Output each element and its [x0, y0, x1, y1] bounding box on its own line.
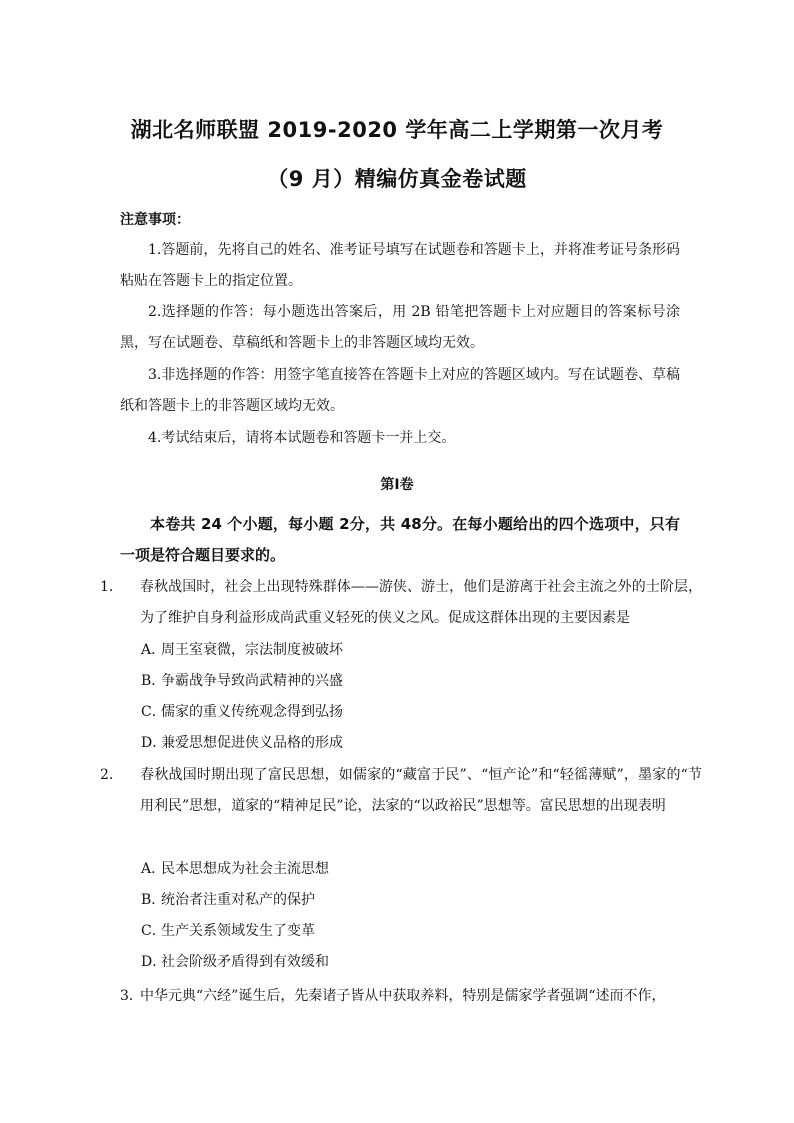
option-letter: C． — [141, 923, 166, 939]
notice-item-2: 2.选择题的作答：每小题选出答案后，用 2B 铅笔把答题卡上对应题目的答案标号涂黑，写在试题卷、草稿纸和答题卡上的非答题区域均无效。 — [120, 304, 680, 351]
notice-item-4: 4.考试结束后，请将本试题卷和答题卡一并上交。 — [148, 430, 456, 446]
question-1-option-b — [141, 671, 343, 691]
option-text: 儒家的重义传统观念得到弘扬 — [161, 704, 343, 720]
document-title: 湖北名师联盟 2019-2020 学年高二上学期第一次月考 — [130, 118, 664, 142]
question-text: 春秋战国时期出现了富民思想，如儒家的“藏富于民”、“恒产论”和“轻徭薄赋”，墨家的“节用利民”思想，道家的“精神足民”论，法家的“以政裕民”思想等。富民思想的出现表明 — [140, 767, 702, 814]
question-2 — [100, 760, 702, 822]
option-letter: A． — [141, 861, 166, 877]
question-text: 春秋战国时，社会上出现特殊群体——游侠、游士，他们是游离于社会主流之外的士阶层，为了维护自身利益形成尚武重义轻死的侠义之风。促成这群体出现的主要因素是 — [140, 579, 702, 626]
option-text: 兼爱思想促进侠义品格的形成 — [161, 735, 343, 751]
question-1 — [100, 572, 702, 634]
option-text: 争霸战争导致尚武精神的兴盛 — [161, 673, 343, 689]
option-text: 社会阶级矛盾得到有效缓和 — [161, 954, 329, 970]
question-number: 3． — [120, 988, 143, 1004]
option-text: 统治者注重对私产的保护 — [161, 892, 315, 908]
question-number: 1． — [100, 579, 123, 595]
question-text: 中华元典“六经”诞生后，先秦诸子皆从中获取养料，特别是儒家学者强调“述而不作， — [140, 988, 666, 1004]
question-1-option-d — [141, 733, 343, 753]
option-letter: B． — [141, 892, 166, 908]
option-letter: D． — [141, 954, 167, 970]
option-text: 周王室衰微，宗法制度被破坏 — [161, 642, 343, 658]
option-letter: A． — [141, 642, 166, 658]
notice-heading: 注意事项： — [120, 212, 190, 228]
question-2-option-c — [141, 921, 315, 941]
question-3 — [120, 981, 682, 1012]
question-number: 2． — [100, 767, 123, 783]
option-text: 生产关系领域发生了变革 — [161, 923, 315, 939]
document-subtitle: （9 月）精编仿真金卷试题 — [267, 167, 527, 191]
notice-item-3: 3.非选择题的作答：用签字笔直接答在答题卡上对应的答题区域内。写在试题卷、草稿纸和答题卡上的非答题区域均无效。 — [120, 367, 680, 414]
question-1-option-c — [141, 702, 343, 722]
option-letter: C． — [141, 704, 166, 720]
question-2-option-b — [141, 890, 315, 910]
question-1-option-a — [141, 640, 343, 660]
option-letter: B． — [141, 673, 166, 689]
section-instructions: 本卷共 24 个小题，每小题 2分，共 48分。在每小题给出的四个选项中，只有一项是符合题目要求的。 — [120, 515, 680, 564]
option-letter: D． — [141, 735, 167, 751]
section-title: 第Ⅰ卷 — [380, 477, 414, 493]
option-text: 民本思想成为社会主流思想 — [161, 861, 329, 877]
notice-item-1: 1.答题前，先将自己的姓名、准考证号填写在试题卷和答题卡上，并将准考证号条形码粘贴在答题卡上的指定位置。 — [120, 242, 680, 289]
question-2-option-a — [141, 859, 329, 879]
question-2-option-d — [141, 952, 329, 972]
